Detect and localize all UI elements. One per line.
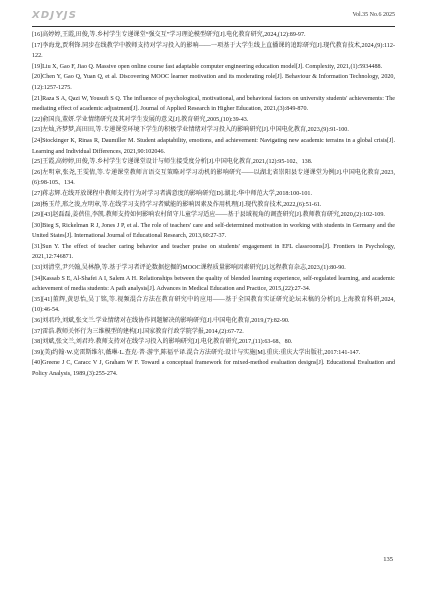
- header-rule: [32, 26, 395, 27]
- reference-item: [19]Liu X, Gao F, Jiao Q. Massive open online course fast adaptable computer engineering education model[J]. Complexity, 2021,(1):5934488.: [32, 63, 383, 70]
- reference-item: [17]李海龙,贾利锋.同步在线教学中教师支持对学习投入的影响——一项基于大学生线上直播课的追踪研究[J].现代教育技术,2024,(9):112-122.: [32, 42, 395, 60]
- reference-item: [39](美)约翰·W.克雷斯维尔,薇琳·L.查克·普·游宇,陈福平译.混合方法研究:设计与实施[M].重庆:重庆大学出版社,2017:141-147.: [32, 349, 361, 356]
- reference-item: [33]刘清堂,尹兴翰,吴林静,等.基于学习者评论数据挖掘的MOOC课程质量影响因素研究[J].远程教育杂志,2023,(1):80-90.: [32, 265, 346, 272]
- reference-item: [29][43]赵磊磊,姜蓓佳,李凯.教师支持如何影响农村留守儿童学习适应——基于县域视角的调查研究[J].教师教育研究,2020,(2):102-109.: [32, 212, 385, 219]
- reference-item: [37]雷浩.教师关怀行为三维模型的建构[J].国家教育行政学院学报,2014,(2):67-72.: [32, 328, 244, 335]
- issue-label: Vol.35 No.6 2025: [352, 12, 395, 18]
- journal-logo: XDJYJS: [32, 9, 78, 21]
- reference-item: [20]Chen Y, Gao Q, Yuan Q, et al. Discovering MOOC learner motivation and its moderating role[J]. Behaviour & Information Technology, 2020,(12):1257-1275.: [32, 74, 395, 91]
- reference-item: [25]王霞,高婷婷,田俊,等.乡村学生专递课堂设计与师生接受度分析[J].中国电化教育,2021,(12):95-102、138.: [32, 159, 313, 166]
- reference-item: [28]杨玉芹,邢之浚,左明章,等.在线学习支持学习者赋能的影响因素及作用机理[J].现代教育技术,2022,(6):51-61.: [32, 201, 322, 208]
- reference-item: [34]Kassab S E, Al-Shafei A I, Salem A H. Relationships between the quality of blended learning experience, self-regulated learning, and academic achievement of media students: A path analysis[J]. Advances in Medical Education and Practice, 2015,(22):27-34.: [32, 275, 395, 293]
- page-number: 135: [383, 556, 393, 563]
- reference-item: [21]Raza S A, Qazi W, Yousufi S Q. The influence of psychological, motivational, and behavioral factors on university students' achievements: The mediating effect of academic adjustment[J]. Journal of Applied Research in Higher Education, 2021,(3):849-870.: [32, 95, 395, 113]
- reference-item: [38]刘斌,张文兰,刘君玲.教师支持对在线学习投入的影响研究[J].电化教育研究,2017,(11):63-68、80.: [32, 339, 293, 346]
- reference-item: [30]Bieg S, Rickelman R J, Jones J P, et al. The role of teachers' care and self-determined motivation in working with students in Germany and the United States[J]. International Journal of Educational Research, 2013,60:27-37.: [32, 222, 395, 240]
- reference-item: [26]左明章,张尧,王雯倩,等.专递课堂教师言语交互策略对学习动机的影响研究——以湖北省崇阳县专递课堂为例[J].中国电化教育,2023,(6):98-105、134.: [32, 169, 395, 187]
- reference-item: [22]俞国良,董妍.学业情绪研究及其对学生发展的意义[J].教育研究,2005,(10):39-43.: [32, 116, 249, 123]
- reference-item: [36]刘君玲,刘斌,张文兰.学业情绪对在线协作问题解决的影响研究[J].中国电化教育,2019,(7):82-90.: [32, 318, 290, 325]
- reference-item: [24]Stockinger K, Rinas R, Daumiller M. Student adaptability, emotions, and achievement: Navigating new academic terrains in a global crisis[J]. Learning and Individual Differences, 2021,90:102046.: [32, 137, 395, 155]
- reference-item: [35][41]董辉,黄思怡,吴丁铭,等.视频混合方法在教育研究中的应用——基于全国教育实证研究论坛未稿的分析[J].上海教育科研,2024,(10):46-54.: [32, 296, 395, 314]
- reference-item: [27]蒋志辉.在线开放课程中教师支持行为对学习者满意度的影响研究[D].湖北:华中师范大学,2018:100-101.: [32, 190, 312, 197]
- reference-item: [31]Sun Y. The effect of teacher caring behavior and teacher praise on students' engagement in EFL classrooms[J]. Frontiers in Psychology, 2021,12:746871.: [32, 243, 395, 261]
- reference-item: [16]高婷婷,王霞,田俊,等.乡村学生专递课堂“强交互”学习理论模型研究[J].电化教育研究,2024,(12):89-97.: [32, 32, 306, 38]
- reference-list: [32, 30, 395, 380]
- reference-item: [40]Greene J C, Caracc V J, Graham W F. Toward a conceptual framework for mixed-method evaluation designs[J]. Educational Evaluation and Policy Analysis, 1989,(3):255-274.: [32, 360, 395, 377]
- reference-item: [23]左灿,齐梦梦,高田田,等.专递课堂环境下学生的积极学业情绪对学习投入的影响研究[J].中国电化教育,2023,(9):91-100.: [32, 127, 349, 134]
- page-header: [32, 8, 395, 22]
